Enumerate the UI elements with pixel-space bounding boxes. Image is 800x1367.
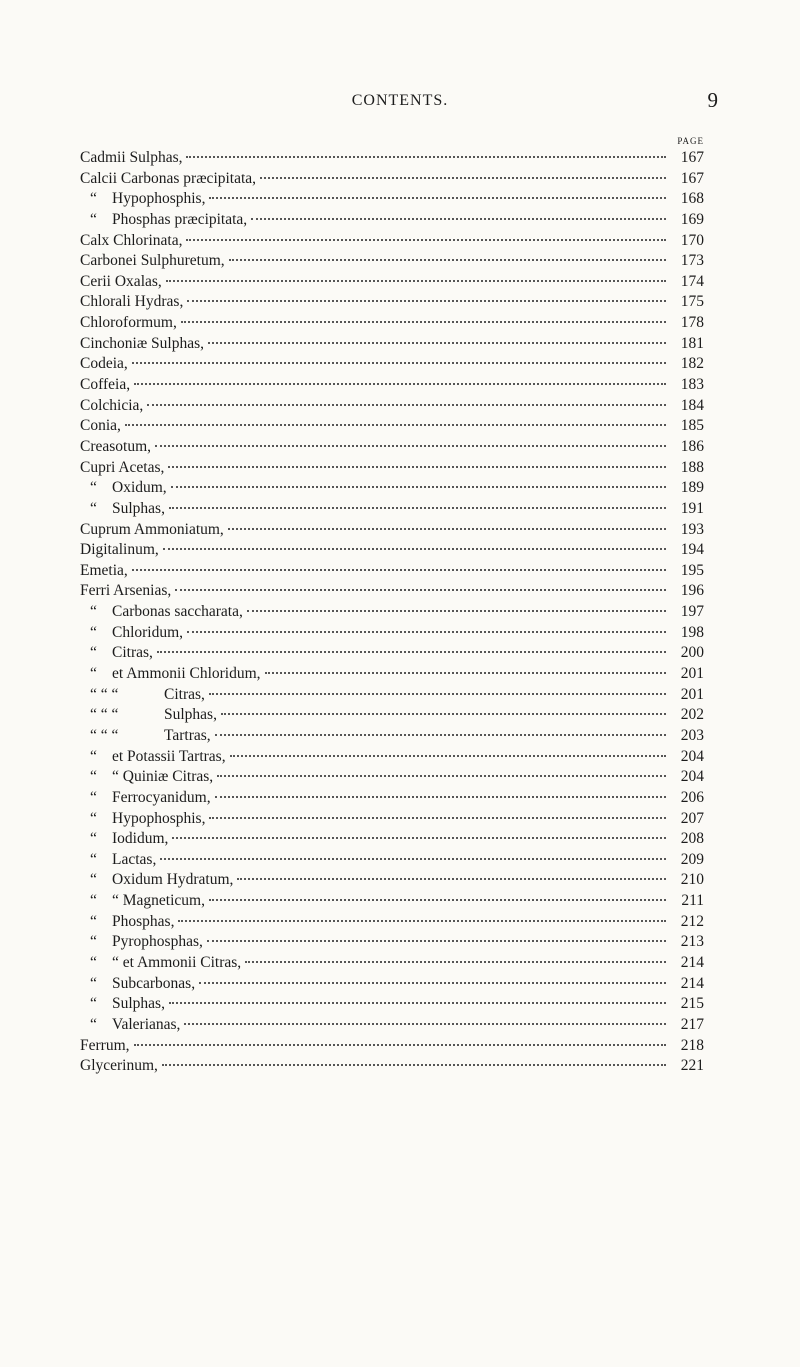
page-number: 9 [707,88,718,112]
contents-entry [80,562,704,583]
dot-leader [155,445,666,447]
ditto-mark: “ [90,665,97,683]
entry-title [80,149,182,167]
entry-title [80,562,128,580]
dot-leader [157,651,666,653]
dot-leader [228,528,666,530]
ditto-mark: “ [90,603,97,621]
dot-leader [169,507,666,509]
ditto-mark: “ [90,953,97,971]
entry-text: Carbonas saccharata, [112,603,243,621]
entry-title [80,913,174,931]
contents-entry [80,686,704,707]
ditto-mark: “ [90,871,97,889]
entry-text: et Ammonii Chloridum, [112,665,261,683]
entry-page-number: 169 [680,210,704,228]
contents-entry [80,582,704,603]
entry-page-number: 213 [680,933,704,951]
entry-title [80,789,211,807]
dot-leader [209,899,666,901]
contents-entry [80,376,704,397]
entry-page-number: 193 [680,520,704,538]
contents-entry [80,954,704,975]
ditto-mark: “ [90,768,97,786]
entry-text: Glycerinum, [80,1057,158,1075]
contents-entry [80,417,704,438]
dot-leader [215,796,666,798]
dot-leader [260,177,666,179]
ditto-mark: “ “ “ [90,706,119,724]
entry-text: Creasotum, [80,437,152,455]
entry-text: Hypophosphis, [112,809,206,827]
contents-entry [80,975,704,996]
entry-text: Ferri Arsenias, [80,582,172,600]
entry-text: Chloridum, [112,623,184,641]
contents-entry [80,789,704,810]
contents-entry [80,149,704,170]
contents-entry [80,314,704,335]
entry-text: Sulphas, [112,499,165,517]
contents-entry [80,211,704,232]
entry-title [80,479,167,497]
entry-title [80,355,128,373]
entry-page-number: 194 [680,541,704,559]
entry-text: Citras, [164,685,205,703]
dot-leader [230,755,666,757]
ditto-mark: “ [90,912,97,930]
entry-title [80,397,143,415]
entry-page-number: 183 [680,376,704,394]
dot-leader [207,940,666,942]
entry-page-number: 209 [680,850,704,868]
entry-title [80,521,224,539]
contents-entry [80,706,704,727]
entry-title [80,768,213,786]
dot-leader [199,982,666,984]
dot-leader [209,197,666,199]
dot-leader [163,548,666,550]
ditto-mark: “ [90,974,97,992]
entry-page-number: 207 [680,809,704,827]
entry-page-number: 203 [680,726,704,744]
entry-text: Conia, [80,417,121,435]
ditto-mark: “ [90,747,97,765]
entry-text: “ Quiniæ Citras, [112,768,214,786]
entry-page-number: 167 [680,169,704,187]
entry-page-number: 173 [680,252,704,270]
dot-leader [166,280,666,282]
entry-title [80,748,226,766]
entry-text: Phosphas præcipitata, [112,210,248,228]
ditto-mark: “ [90,1015,97,1033]
entry-text: Chlorali Hydras, [80,293,184,311]
entry-page-number: 202 [680,706,704,724]
dot-leader [160,858,666,860]
contents-entry [80,1016,704,1037]
entry-title [80,665,261,683]
entry-title [80,1037,130,1055]
contents-entry [80,252,704,273]
entry-title [80,211,247,229]
entry-page-number: 208 [680,830,704,848]
contents-entry [80,293,704,314]
entry-page-number: 200 [680,644,704,662]
entry-page-number: 184 [680,396,704,414]
contents-entry [80,810,704,831]
entry-page-number: 178 [680,314,704,332]
entry-text: Hypophosphis, [112,190,206,208]
ditto-mark: “ [90,933,97,951]
ditto-mark: “ [90,995,97,1013]
entry-title [80,686,205,704]
entry-page-number: 201 [680,665,704,683]
contents-entry [80,851,704,872]
entry-page-number: 181 [680,334,704,352]
entry-text: Oxidum, [112,479,167,497]
entry-page-number: 175 [680,293,704,311]
dot-leader [265,672,666,674]
contents-entry [80,603,704,624]
page-header [80,90,720,116]
contents-list [80,149,704,1078]
entry-page-number: 210 [680,871,704,889]
contents-entry [80,1057,704,1078]
ditto-mark: “ [90,850,97,868]
entry-title [80,871,233,889]
entry-text: Codeia, [80,355,128,373]
entry-text: Carbonei Sulphuretum, [80,252,225,270]
dot-leader [186,156,666,158]
entry-title [80,582,171,600]
dot-leader [181,321,666,323]
entry-text: Ferrum, [80,1036,130,1054]
entry-title [80,995,165,1013]
entry-text: Emetia, [80,561,128,579]
contents-entry [80,232,704,253]
entry-text: Oxidum Hydratum, [112,871,234,889]
dot-leader [221,713,666,715]
entry-title [80,954,241,972]
dot-leader [229,259,666,261]
entry-text: Cerii Oxalas, [80,272,162,290]
entry-page-number: 214 [680,974,704,992]
dot-leader [209,693,666,695]
entry-text: Cadmii Sulphas, [80,149,183,166]
entry-page-number: 212 [680,912,704,930]
entry-page-number: 196 [680,582,704,600]
ditto-mark: “ [90,644,97,662]
ditto-mark: “ [90,499,97,517]
entry-page-number: 167 [680,149,704,166]
dot-leader [209,817,666,819]
entry-page-number: 188 [680,458,704,476]
entry-title [80,417,121,435]
entry-page-number: 191 [680,499,704,517]
entry-text: Sulphas, [112,995,165,1013]
entry-text: Digitalinum, [80,541,159,559]
ditto-mark: “ [90,830,97,848]
ditto-mark: “ “ “ [90,685,119,703]
contents-entry [80,1037,704,1058]
entry-page-number: 217 [680,1015,704,1033]
dot-leader [147,404,666,406]
entry-title [80,314,177,332]
contents-entry [80,913,704,934]
entry-title [80,603,243,621]
entry-title [80,1016,180,1034]
ditto-mark: “ [90,809,97,827]
dot-leader [187,300,666,302]
entry-text: Tartras, [164,726,211,744]
ditto-mark: “ [90,479,97,497]
contents-entry [80,438,704,459]
contents-entry [80,479,704,500]
dot-leader [217,775,666,777]
dot-leader [169,1002,666,1004]
contents-entry [80,624,704,645]
dot-leader [184,1023,666,1025]
entry-title [80,892,205,910]
dot-leader [215,734,666,736]
ditto-mark: “ [90,190,97,208]
entry-title [80,1057,158,1075]
contents-entry [80,500,704,521]
contents-entry [80,665,704,686]
entry-page-number: 174 [680,272,704,290]
entry-text: “ et Ammonii Citras, [112,953,242,971]
entry-text: Chloroformum, [80,314,177,332]
ditto-mark: “ [90,623,97,641]
entry-text: “ Magneticum, [112,892,205,910]
dot-leader [175,589,666,591]
dot-leader [187,631,666,633]
entry-text: Valerianas, [112,1015,181,1033]
contents-entry [80,933,704,954]
contents-entry [80,995,704,1016]
contents-entry [80,355,704,376]
contents-entry [80,335,704,356]
dot-leader [237,878,666,880]
entry-text: et Potassii Tartras, [112,747,226,765]
entry-text: Cupri Acetas, [80,458,165,476]
entry-text: Cuprum Ammoniatum, [80,520,224,538]
dot-leader [172,837,666,839]
entry-page-number: 214 [680,953,704,971]
contents-entry [80,871,704,892]
entry-page-number: 195 [680,561,704,579]
entry-title [80,851,156,869]
entry-text: Cinchoniæ Sulphas, [80,334,205,352]
entry-text: Pyrophosphas, [112,933,203,951]
entry-title [80,376,130,394]
contents-entry [80,541,704,562]
dot-leader [168,466,666,468]
dot-leader [134,1044,666,1046]
entry-page-number: 206 [680,788,704,806]
dot-leader [245,961,666,963]
contents-entry [80,397,704,418]
entry-title [80,500,165,518]
entry-text: Subcarbonas, [112,974,196,992]
entry-title [80,335,204,353]
entry-text: Coffeia, [80,376,131,394]
entry-title [80,810,205,828]
contents-entry [80,521,704,542]
entry-text: Iodidum, [112,830,169,848]
entry-text: Ferrocyanidum, [112,788,211,806]
contents-entry [80,190,704,211]
entry-text: Phosphas, [112,912,175,930]
ditto-mark: “ [90,892,97,910]
entry-page-number: 218 [680,1036,704,1054]
dot-leader [178,920,666,922]
entry-page-number: 211 [681,892,704,910]
entry-title [80,170,256,188]
dot-leader [132,569,666,571]
entry-page-number: 185 [680,417,704,435]
entry-title [80,232,182,250]
entry-title [80,644,153,662]
entry-text: Sulphas, [164,706,217,724]
page-column-label: PAGE [677,136,704,146]
entry-title [80,252,225,270]
contents-entry [80,170,704,191]
entry-page-number: 186 [680,437,704,455]
dot-leader [251,218,666,220]
contents-entry [80,727,704,748]
contents-entry [80,830,704,851]
dot-leader [125,424,666,426]
dot-leader [162,1064,666,1066]
entry-title [80,459,164,477]
ditto-mark: “ “ “ [90,726,119,744]
entry-title [80,293,183,311]
entry-page-number: 182 [680,355,704,373]
dot-leader [171,486,666,488]
entry-title [80,830,168,848]
entry-title [80,541,159,559]
entry-title [80,727,211,745]
entry-title [80,624,183,642]
contents-entry [80,768,704,789]
contents-entry [80,644,704,665]
entry-page-number: 197 [680,603,704,621]
ditto-mark: “ [90,210,97,228]
entry-page-number: 201 [680,685,704,703]
entry-page-number: 215 [680,995,704,1013]
entry-page-number: 198 [680,623,704,641]
contents-entry [80,273,704,294]
entry-title [80,975,195,993]
entry-page-number: 170 [680,231,704,249]
entry-page-number: 168 [680,190,704,208]
entry-title [80,706,217,724]
entry-text: Calx Chlorinata, [80,231,183,249]
entry-text: Lactas, [112,850,157,868]
entry-text: Calcii Carbonas præcipitata, [80,169,257,187]
entry-page-number: 189 [680,479,704,497]
entry-text: Citras, [112,644,153,662]
entry-page-number: 221 [680,1057,704,1075]
entry-title [80,190,205,208]
entry-title [80,933,203,951]
entry-title [80,438,151,456]
ditto-mark: “ [90,788,97,806]
entry-page-number: 204 [680,768,704,786]
entry-text: Colchicia, [80,396,144,414]
dot-leader [134,383,666,385]
contents-entry [80,892,704,913]
dot-leader [186,239,666,241]
dot-leader [208,342,666,344]
entry-title [80,273,162,291]
dot-leader [247,610,666,612]
contents-entry [80,748,704,769]
dot-leader [132,362,666,364]
running-title: CONTENTS. [351,92,449,109]
entry-page-number: 204 [680,747,704,765]
contents-entry [80,459,704,480]
